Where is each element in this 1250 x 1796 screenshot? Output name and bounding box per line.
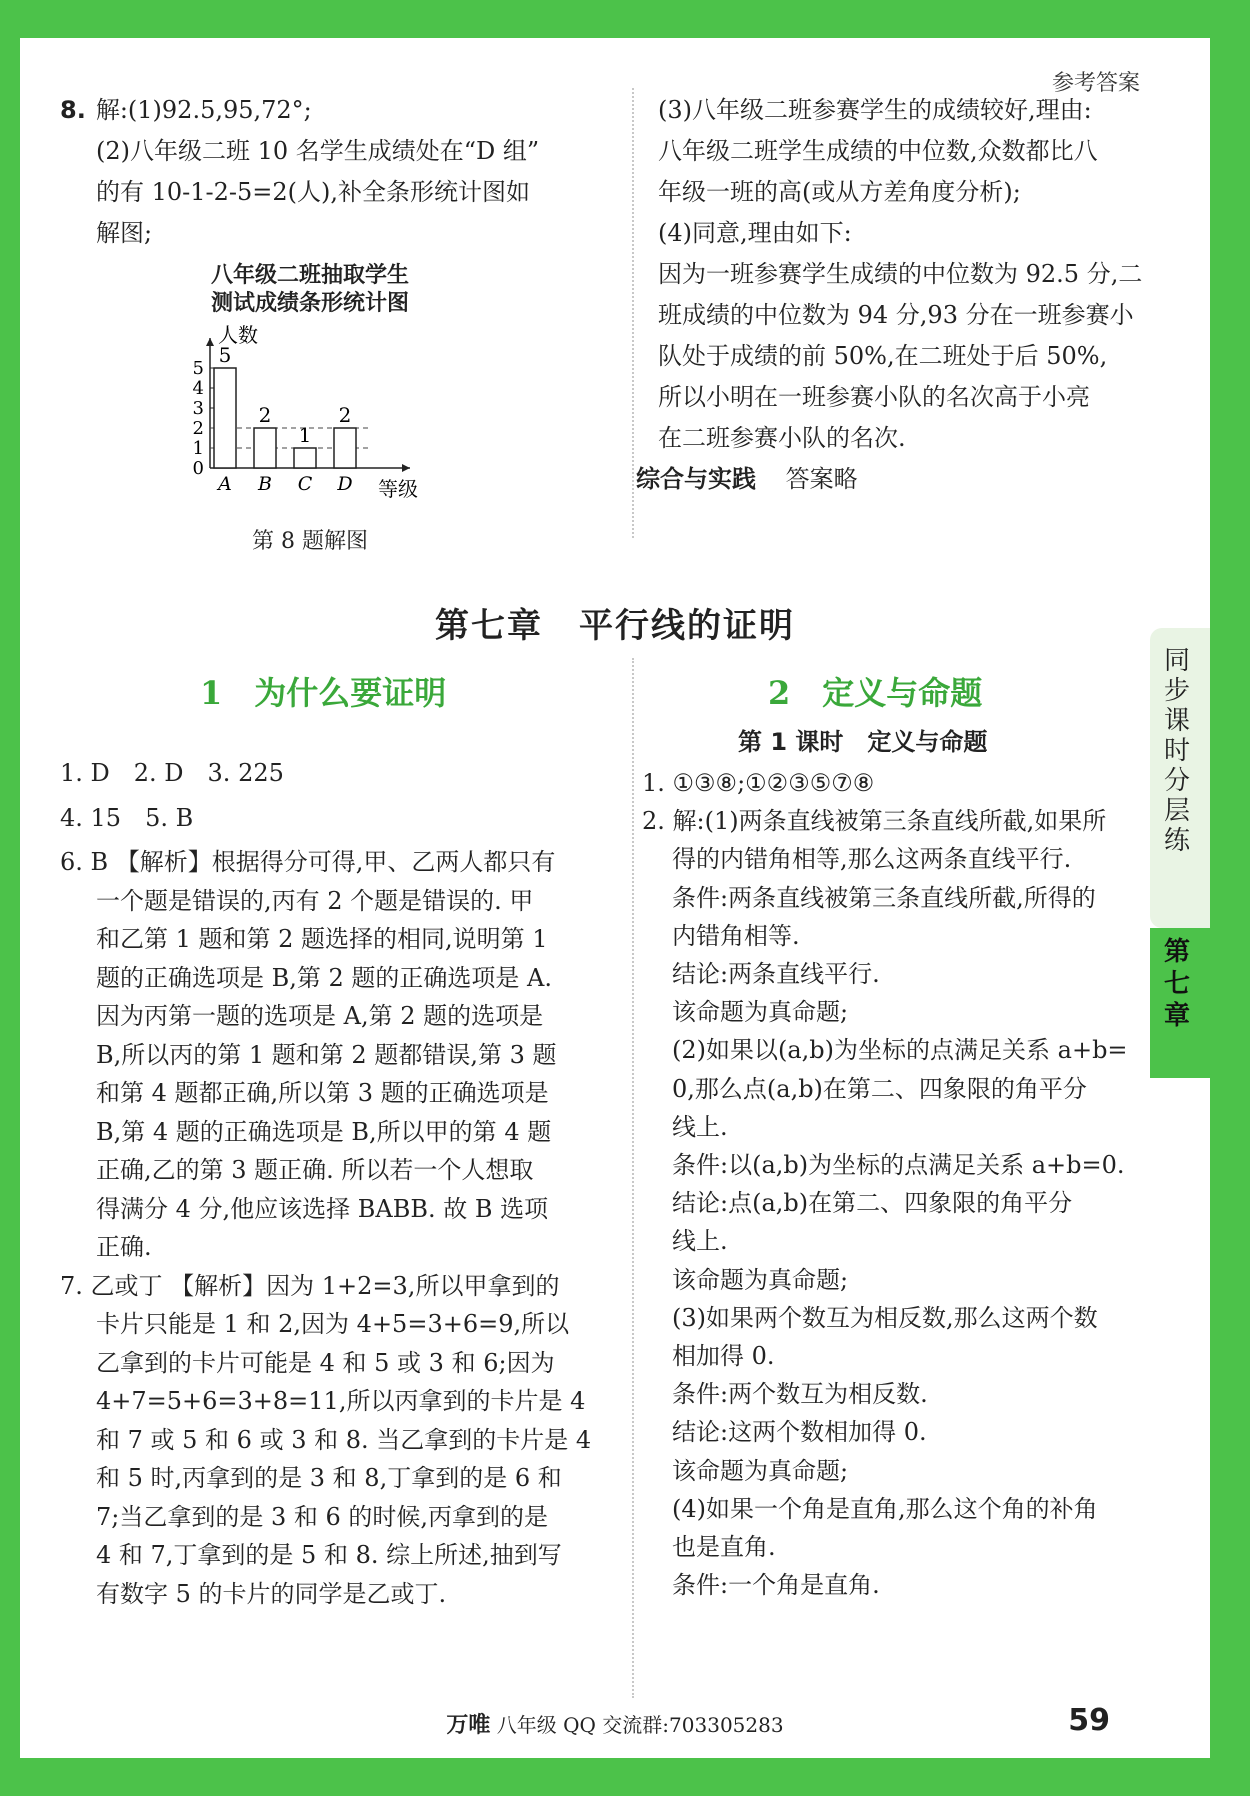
q8-number: 8. xyxy=(60,96,86,124)
bar-value-label: 2 xyxy=(258,403,272,427)
text-line: 和乙第 1 题和第 2 题选择的相同,说明第 1 xyxy=(96,925,548,953)
q8-line-4: 解图; xyxy=(96,219,153,247)
y-tick-label: 0 xyxy=(192,458,204,479)
text-line: 4 和 7,丁拿到的是 5 和 8. 综上所述,抽到写 xyxy=(96,1541,562,1569)
q8-line-3: 的有 10-1-2-5=2(人),补全条形统计图如 xyxy=(96,178,531,206)
y-axis-label: 人数 xyxy=(218,323,258,347)
q8-line-2: (2)八年级二班 10 名学生成绩处在“D 组” xyxy=(96,137,540,165)
bar-B xyxy=(254,428,276,468)
text-line: 4+7=5+6=3+8=11,所以丙拿到的卡片是 4 xyxy=(96,1387,586,1415)
text-line: 和 5 时,丙拿到的是 3 和 8,丁拿到的是 6 和 xyxy=(96,1464,562,1492)
definition-proposition-answers xyxy=(642,764,1162,1604)
q8-line-1: 8. 解:(1)92.5,95,72°; xyxy=(60,96,312,124)
x-tick-label: C xyxy=(297,473,313,495)
text-line: 一个题是错误的,丙有 2 个题是错误的. 甲 xyxy=(96,886,534,915)
bar-chart xyxy=(170,318,450,508)
y-tick-label: 1 xyxy=(192,438,204,459)
text-line: 1. ①③⑧;①②③⑤⑦⑧ xyxy=(642,769,875,797)
y-axis-arrow xyxy=(206,338,214,346)
question-7-explanation xyxy=(60,1267,600,1614)
text-line: 2. 解:(1)两条直线被第三条直线所截,如果所 xyxy=(642,807,1107,836)
right-top-line-2: 八年级二班学生成绩的中位数,众数都比八 xyxy=(658,137,1098,165)
answers-3-4-block xyxy=(636,90,1158,500)
x-tick-label: A xyxy=(218,473,232,495)
x-axis-arrow xyxy=(402,464,410,472)
footer xyxy=(20,1708,1210,1739)
page-number: 59 xyxy=(1068,1703,1110,1738)
bar-A xyxy=(214,368,236,468)
text-line: 也是直角. xyxy=(672,1533,776,1562)
y-tick-label: 3 xyxy=(192,398,204,419)
x-tick-label: B xyxy=(258,473,272,495)
bar-D xyxy=(334,428,356,468)
lesson-title: 第 1 课时 定义与命题 xyxy=(738,728,988,756)
text-line: 结论:两条直线平行. xyxy=(672,960,880,989)
text-line: 和 7 或 5 和 6 或 3 和 8. 当乙拿到的卡片是 4 xyxy=(96,1425,592,1454)
chart-title-line-1: 八年级二班抽取学生 xyxy=(210,263,409,288)
text-line: 卡片只能是 1 和 2,因为 4+5=3+6=9,所以 xyxy=(96,1310,570,1338)
text-line: 结论:这两个数相加得 0. xyxy=(672,1418,927,1447)
text-line: B,所以丙的第 1 题和第 2 题都错误,第 3 题 xyxy=(96,1040,557,1069)
right-top-line-5: 因为一班参赛学生成绩的中位数为 92.5 分,二 xyxy=(658,260,1143,288)
practice-line xyxy=(636,459,1158,500)
text-line: 和第 4 题都正确,所以第 3 题的正确选项是 xyxy=(96,1079,549,1107)
text-line: 7. 乙或丁 【解析】因为 1+2=3,所以甲拿到的 xyxy=(60,1271,560,1300)
chart-caption: 第 8 题解图 xyxy=(252,529,368,554)
practice-value: 答案略 xyxy=(785,465,858,493)
right-top-line-7: 队处于成绩的前 50%,在二班处于后 50%, xyxy=(658,342,1108,370)
bar-C xyxy=(294,448,316,468)
answers-1-3: 1. D 2. D 3. 225 xyxy=(60,759,284,787)
text-line: 相加得 0. xyxy=(672,1342,775,1371)
side-chapter-tab xyxy=(1150,928,1210,1078)
text-line: 因为丙第一题的选项是 A,第 2 题的选项是 xyxy=(96,1002,544,1030)
right-top-line-3: 年级一班的高(或从方差角度分析); xyxy=(658,178,1021,206)
right-top-line-4: (4)同意,理由如下: xyxy=(658,219,852,247)
bar-value-label: 1 xyxy=(298,423,312,447)
footer-text: 八年级 QQ 交流群:703305283 xyxy=(496,1713,784,1737)
text-line: 有数字 5 的卡片的同学是乙或丁. xyxy=(96,1579,447,1608)
bar-value-label: 2 xyxy=(338,403,352,427)
y-tick-label: 4 xyxy=(192,378,204,399)
chapter-title: 第七章 平行线的证明 xyxy=(435,606,795,646)
question-6-explanation xyxy=(60,843,600,1267)
text-line: 条件:两条直线被第三条直线所截,所得的 xyxy=(672,883,1096,912)
text-line: 线上. xyxy=(672,1227,728,1256)
y-tick-label: 5 xyxy=(192,358,204,379)
text-line: 该命题为真命题; xyxy=(672,1265,849,1294)
side-chapter-label: 第七章 xyxy=(1164,937,1191,1031)
right-top-line-8: 所以小明在一班参赛小队的名次高于小亮 xyxy=(658,383,1090,411)
text-line: 条件:以(a,b)为坐标的点满足关系 a+b=0. xyxy=(672,1151,1125,1180)
section-1-title: 1 为什么要证明 xyxy=(200,674,447,712)
side-tab xyxy=(1150,628,1210,928)
text-line: 内错角相等. xyxy=(672,921,800,950)
text-line: 得满分 4 分,他应该选择 BABB. 故 B 选项 xyxy=(96,1194,549,1223)
y-tick-label: 2 xyxy=(192,418,204,439)
answer-page xyxy=(20,38,1210,1758)
x-tick-label: D xyxy=(337,473,353,495)
section-2-title: 2 定义与命题 xyxy=(768,674,983,712)
text-line: 得的内错角相等,那么这两条直线平行. xyxy=(672,845,1072,874)
text-line: 条件:两个数互为相反数. xyxy=(672,1380,928,1409)
text-line: (4)如果一个角是直角,那么这个角的补角 xyxy=(672,1494,1098,1523)
text-line: 该命题为真命题; xyxy=(672,998,849,1027)
right-top-line-9: 在二班参赛小队的名次. xyxy=(658,424,906,452)
practice-label: 综合与实践 xyxy=(636,465,756,493)
column-divider-bottom xyxy=(632,658,634,1698)
text-line: 正确. xyxy=(96,1233,152,1261)
text-line: 结论:点(a,b)在第二、四象限的角平分 xyxy=(672,1189,1073,1218)
text-line: 正确,乙的第 3 题正确. 所以若一个人想取 xyxy=(96,1156,534,1184)
text-line: 条件:一个角是直角. xyxy=(672,1571,880,1600)
text-line: 乙拿到的卡片可能是 4 和 5 或 3 和 6;因为 xyxy=(96,1348,555,1377)
side-tab-label: 同步课时分层练 xyxy=(1164,646,1191,856)
text-line: B,第 4 题的正确选项是 B,所以甲的第 4 题 xyxy=(96,1117,552,1146)
text-line: 0,那么点(a,b)在第二、四象限的角平分 xyxy=(672,1074,1087,1103)
answers-right-block xyxy=(642,764,1162,1604)
text-line: 题的正确选项是 B,第 2 题的正确选项是 A. xyxy=(96,963,553,992)
text-line: (3)如果两个数互为相反数,那么这两个数 xyxy=(672,1303,1098,1332)
page-header: 参考答案 xyxy=(1051,71,1140,96)
chart-title-line-2: 测试成绩条形统计图 xyxy=(210,291,409,316)
right-top-line-6: 班成绩的中位数为 94 分,93 分在一班参赛小 xyxy=(658,301,1134,329)
text-line: 该命题为真命题; xyxy=(672,1456,849,1485)
right-top-line-1: (3)八年级二班参赛学生的成绩较好,理由: xyxy=(658,96,1092,124)
answers-4-5: 4. 15 5. B xyxy=(60,803,194,832)
text-line: 7;当乙拿到的是 3 和 6 的时候,丙拿到的是 xyxy=(96,1502,549,1531)
text-line: 线上. xyxy=(672,1112,728,1141)
answers-left-block xyxy=(60,754,600,1613)
question-8-block xyxy=(60,90,560,562)
brand-logo: 万唯 xyxy=(446,1713,491,1738)
bar-chart-figure xyxy=(170,262,450,562)
text-line: 6. B 【解析】根据得分可得,甲、乙两人都只有 xyxy=(60,848,556,876)
text-line: (2)如果以(a,b)为坐标的点满足关系 a+b= xyxy=(672,1036,1128,1065)
bar-value-label: 5 xyxy=(218,343,232,367)
x-axis-label: 等级 xyxy=(378,477,418,501)
column-divider-top xyxy=(632,88,634,538)
